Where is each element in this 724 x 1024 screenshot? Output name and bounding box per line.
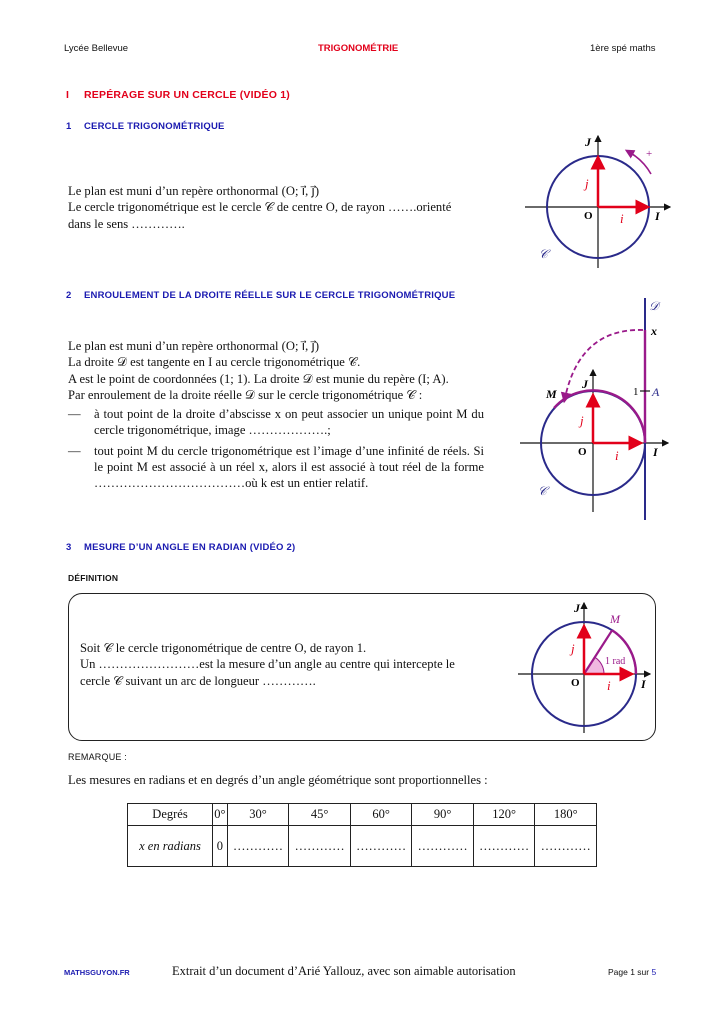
subsection-heading-1: 1 CERCLE TRIGONOMÉTRIQUE [66, 121, 225, 132]
svg-text:j⃗: j⃗ [585, 176, 599, 191]
table-cell[interactable]: ………… [473, 826, 535, 867]
radian-figure [510, 593, 660, 738]
svg-text:j⃗: j⃗ [571, 641, 585, 656]
table-cell[interactable]: ………… [350, 826, 412, 867]
svg-text:A: A [652, 385, 660, 399]
footer-site-link[interactable]: MATHSGUYON.FR [64, 968, 130, 977]
table-cell[interactable]: ………… [535, 826, 597, 867]
table-cell: 30° [227, 804, 289, 826]
svg-text:O: O [578, 446, 587, 458]
svg-text:J: J [585, 135, 591, 149]
svg-text:O: O [571, 677, 580, 689]
subsection-heading-2: 2 ENROULEMENT DE LA DROITE RÉELLE SUR LE CERCLE TRIGONOMÉTRIQUE [66, 290, 456, 301]
remark-text: Les mesures en radians et en degrés d’un angle géométrique sont proportionnelles : [68, 773, 488, 787]
table-row [128, 826, 597, 867]
svg-text:𝒟: 𝒟 [649, 299, 659, 313]
table-row [128, 804, 597, 826]
table-cell: 0 [213, 826, 228, 867]
svg-text:𝒞: 𝒞 [539, 247, 548, 261]
table-cell: 45° [289, 804, 351, 826]
svg-text:I: I [655, 209, 660, 223]
table-cell[interactable]: ………… [289, 826, 351, 867]
svg-text:O: O [584, 210, 593, 222]
header-school: Lycée Bellevue [64, 43, 129, 54]
remark-label: REMARQUE : [68, 752, 128, 762]
table-cell: 0° [213, 804, 228, 826]
table-cell: 120° [473, 804, 535, 826]
svg-text:1 rad: 1 rad [605, 656, 626, 667]
table-cell[interactable]: ………… [227, 826, 289, 867]
section-heading-I: I REPÉRAGE SUR UN CERCLE (VIDÉO 1) [66, 89, 290, 101]
footer-page-number: Page 1 sur 5 [608, 967, 657, 977]
svg-text:i⃗: i⃗ [607, 678, 621, 693]
bullet-item: — à tout point de la droite d’abscisse x on peut associer un unique point M du cercle trigonométrique, image ……………….; [68, 407, 484, 438]
table-cell: x en radians [128, 826, 213, 867]
header-title: TRIGONOMÉTRIE [318, 43, 399, 54]
header-level: 1ère spé maths [590, 43, 656, 54]
svg-text:J: J [574, 601, 580, 615]
subsection-1-text: Le plan est muni d’un repère orthonormal (O; i⃗, j⃗) Le cercle trigonométrique est le cercle 𝒞 de centre O, de rayon …….orienté dans le sens …………. [68, 184, 452, 231]
table-cell[interactable]: ………… [412, 826, 474, 867]
svg-text:i⃗: i⃗ [620, 211, 634, 226]
footer-credit: Extrait d’un document d’Arié Yallouz, avec son aimable autorisation [172, 964, 516, 978]
subsection-2-text: Le plan est muni d’un repère orthonormal (O; i⃗, j⃗) La droite 𝒟 est tangente en I au cercle trigonométrique 𝒞. A est le point de coordonnées (1; 1). La droite 𝒟 est munie du repère (I; A). Par enroulement de la droite réelle 𝒟 sur le cercle trigonométrique 𝒞 : — à tout point de la droite d’abscisse x on peut associer un unique point M du cercle trigonométrique, image ……………….; — tout point M du cercle trigonométrique est l’image d’une infinité de réels. Si le point M est associé à un réel x, alors il est associé à tout réel de la forme ………………………………où k est un entier relatif. [68, 339, 484, 491]
svg-text:𝒞: 𝒞 [538, 484, 547, 498]
svg-text:I: I [641, 677, 646, 691]
trig-circle-figure-1 [505, 130, 685, 270]
wrapping-line-figure [510, 290, 680, 522]
table-cell: 180° [535, 804, 597, 826]
svg-text:i⃗: i⃗ [615, 448, 629, 463]
svg-text:x: x [651, 324, 657, 338]
bullet-item: — tout point M du cercle trigonométrique est l’image d’une infinité de réels. Si le point M est associé à un réel x, alors il est associé à tout réel de la forme ………………………………où k est un entier relatif. [68, 443, 484, 491]
svg-text:J: J [582, 377, 588, 391]
table-cell: Degrés [128, 804, 213, 826]
svg-text:1: 1 [633, 386, 639, 398]
table-cell: 60° [350, 804, 412, 826]
svg-text:j⃗: j⃗ [580, 413, 594, 428]
definition-label: DÉFINITION [68, 573, 119, 583]
definition-text: Soit 𝒞 le cercle trigonométrique de centre O, de rayon 1. Un ……………………est la mesure d’un angle au centre qui intercepte le cercle 𝒞 suivant un arc de longueur …………. [80, 641, 455, 688]
degrees-radians-table [127, 803, 597, 867]
svg-text:I: I [653, 445, 658, 459]
subsection-heading-3: 3 MESURE D’UN ANGLE EN RADIAN (VIDÉO 2) [66, 542, 296, 553]
svg-text:+: + [646, 148, 653, 160]
table-cell: 90° [412, 804, 474, 826]
svg-text:M: M [610, 612, 620, 626]
svg-text:M: M [546, 387, 557, 401]
